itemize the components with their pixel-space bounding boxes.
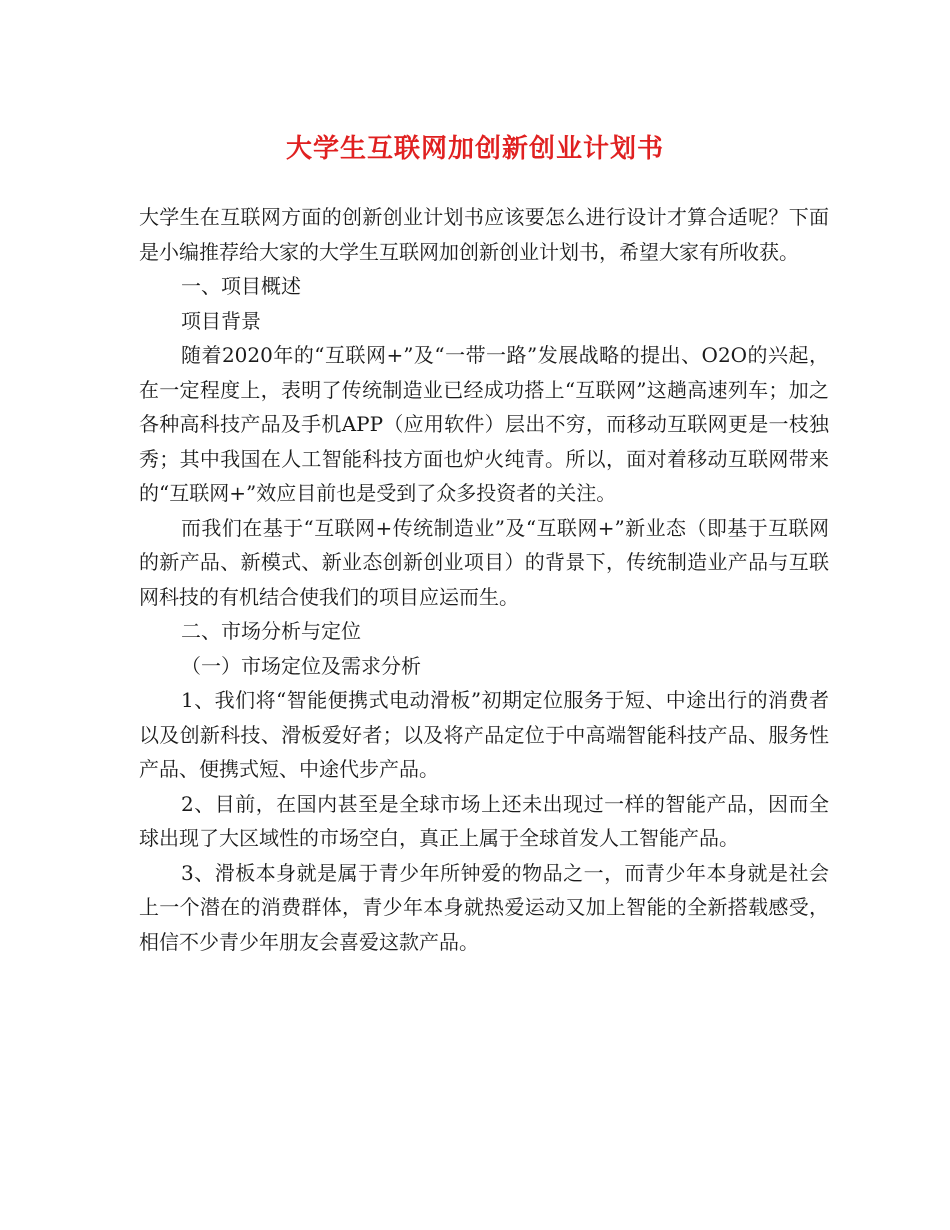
- document-title: 大学生互联网加创新创业计划书: [285, 134, 664, 164]
- project-origin-paragraph: 而我们在基于“互联网+传统制造业”及“互联网+”新业态（即基于互联网的新产品、新模式、新业态创新创业项目）的背景下，传统制造业产品与互联网科技的有机结合使我们的项目应运而生。: [139, 515, 829, 609]
- intro-paragraph: 大学生在互联网方面的创新创业计划书应该要怎么进行设计才算合适呢？下面是小编推荐给大家的大学生互联网加创新创业计划书，希望大家有所收获。: [139, 205, 829, 264]
- subheading-market-positioning: （一）市场定位及需求分析: [181, 653, 421, 678]
- section-heading-overview: 一、项目概述: [181, 274, 301, 298]
- section-heading-market: 二、市场分析与定位: [181, 619, 361, 643]
- market-point-3: 3、滑板本身就是属于青少年所钟爱的物品之一，而青少年本身就是社会上一个潜在的消费群体，青少年本身就热爱运动又加上智能的全新搭载感受，相信不少青少年朋友会喜爱这款产品。: [139, 860, 829, 954]
- document-body: [139, 200, 829, 959]
- market-point-2: 2、目前，在国内甚至是全球市场上还未出现过一样的智能产品，因而全球出现了大区域性的市场空白，真正上属于全球首发人工智能产品。: [139, 791, 829, 850]
- market-point-1: 1、我们将“智能便携式电动滑板”初期定位服务于短、中途出行的消费者以及创新科技、滑板爱好者；以及将产品定位于中高端智能科技产品、服务性产品、便携式短、中途代步产品。: [139, 688, 829, 781]
- subheading-background: 项目背景: [181, 308, 261, 333]
- background-paragraph: 随着2020年的“互联网+”及“一带一路”发展战略的提出、O2O的兴起，在一定程度上，表明了传统制造业已经成功搭上“互联网”这趟高速列车；加之各种高科技产品及手机APP（应用软件）层出不穷，而移动互联网更是一枝独秀；其中我国在人工智能科技方面也炉火纯青。所以，面对着移动互联网带来的“互联网+”效应目前也是受到了众多投资者的关注。: [139, 343, 829, 505]
